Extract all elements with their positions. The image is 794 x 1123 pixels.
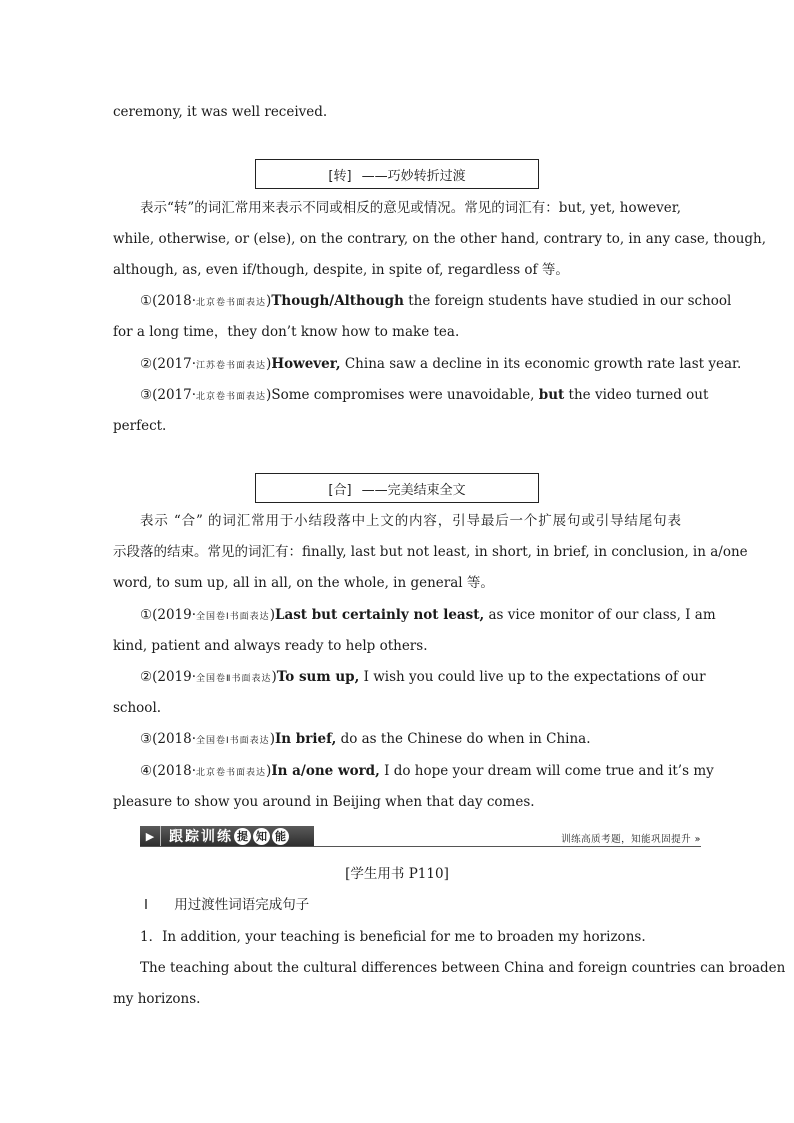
circle-char: 能 (272, 828, 289, 845)
banner-rule (140, 846, 701, 847)
source-label: 北京卷书面表达 (196, 392, 267, 402)
example-sentence: ②(2019·全国卷Ⅱ书面表达)To sum up, I wish you could live up to the expectations of our (140, 669, 706, 685)
example-sentence-cont: school. (113, 700, 162, 716)
example-sentence: ①(2019·全国卷Ⅰ书面表达)Last but certainly not least, as vice monitor of our class, I am (140, 607, 716, 623)
section-desc-line: word, to sum up, all in all, on the whole, in general 等。 (113, 575, 494, 591)
section-tag: [转] (328, 168, 352, 184)
section-desc-line: 表示 “合” 的词汇常用于小结段落中上文的内容，引导最后一个扩展句或引导结尾句表 (140, 513, 681, 529)
section-title: ——巧妙转折过渡 (361, 168, 466, 184)
example-sentence: ③(2017·北京卷书面表达)Some compromises were unavoidable, but the video turned out (140, 387, 709, 403)
transition-word: In a/one word, (271, 763, 380, 779)
intro-tail-text: ceremony, it was well received. (113, 104, 328, 120)
section-title: ——完美结束全文 (361, 482, 466, 498)
section-tag: [合] (328, 482, 352, 498)
part-title: 用过渡性词语完成句子 (174, 897, 310, 913)
transition-word: To sum up, (276, 669, 360, 685)
example-sentence-cont: perfect. (113, 418, 167, 434)
play-arrow-icon: ▶ (140, 826, 161, 846)
section-desc-line: 示段落的结束。常见的词汇有：finally, last but not least, in short, in brief, in conclusion, in a/one (113, 544, 748, 560)
section-header-he (255, 473, 539, 503)
example-sentence: ④(2018·北京卷书面表达)In a/one word, I do hope your dream will come true and it’s my (140, 763, 714, 779)
part-heading (144, 895, 712, 915)
transition-word: However, (271, 356, 341, 372)
section-desc-line: although, as, even if/though, despite, in spite of, regardless of 等。 (113, 262, 569, 278)
answer-line: The teaching about the cultural differences between China and foreign countries can broaden (140, 960, 786, 976)
part-number: Ⅰ (144, 897, 148, 913)
banner-title: 跟踪训练 提 知 能 (169, 826, 290, 846)
example-sentence: ③(2018·全国卷Ⅰ书面表达)In brief, do as the Chinese do when in China. (140, 731, 591, 747)
source-label: 北京卷书面表达 (196, 768, 267, 778)
transition-word: In brief, (274, 731, 337, 747)
example-sentence: ①(2018·北京卷书面表达)Though/Although the foreign students have studied in our school (140, 293, 732, 309)
transition-word: Though/Although (271, 293, 404, 309)
example-sentence-cont: for a long time，they don’t know how to make tea. (113, 324, 460, 340)
source-label: 全国卷Ⅱ书面表达 (196, 674, 272, 684)
transition-word: but (538, 387, 565, 403)
source-label: 江苏卷书面表达 (196, 361, 267, 371)
section-desc-line: while, otherwise, or (else), on the contrary, on the other hand, contrary to, in any case, though, (113, 231, 767, 247)
circle-char: 提 (234, 828, 251, 845)
banner-bar (140, 826, 314, 846)
banner-slogan: 训练高质考题，知能巩固提升 » (561, 834, 701, 845)
circle-char: 知 (253, 828, 270, 845)
source-label: 全国卷Ⅰ书面表达 (196, 612, 270, 622)
example-sentence-cont: pleasure to show you around in Beijing when that day comes. (113, 794, 535, 810)
section-desc-line: 表示“转”的词汇常用来表示不同或相反的意见或情况。常见的词汇有：but, yet, however, (140, 200, 682, 216)
source-label: 北京卷书面表达 (196, 298, 267, 308)
example-sentence-cont: kind, patient and always ready to help others. (113, 638, 428, 654)
transition-word: Last but certainly not least, (274, 607, 485, 623)
section-header-zhuan (255, 159, 539, 189)
book-reference: [学生用书 P110] (345, 866, 449, 882)
practice-banner (140, 826, 701, 848)
source-label: 全国卷Ⅰ书面表达 (196, 736, 270, 746)
answer-line: my horizons. (113, 991, 201, 1007)
example-sentence: ②(2017·江苏卷书面表达)However, China saw a decline in its economic growth rate last year. (140, 356, 742, 372)
question-1: 1．In addition, your teaching is beneficial for me to broaden my horizons. (140, 929, 646, 945)
